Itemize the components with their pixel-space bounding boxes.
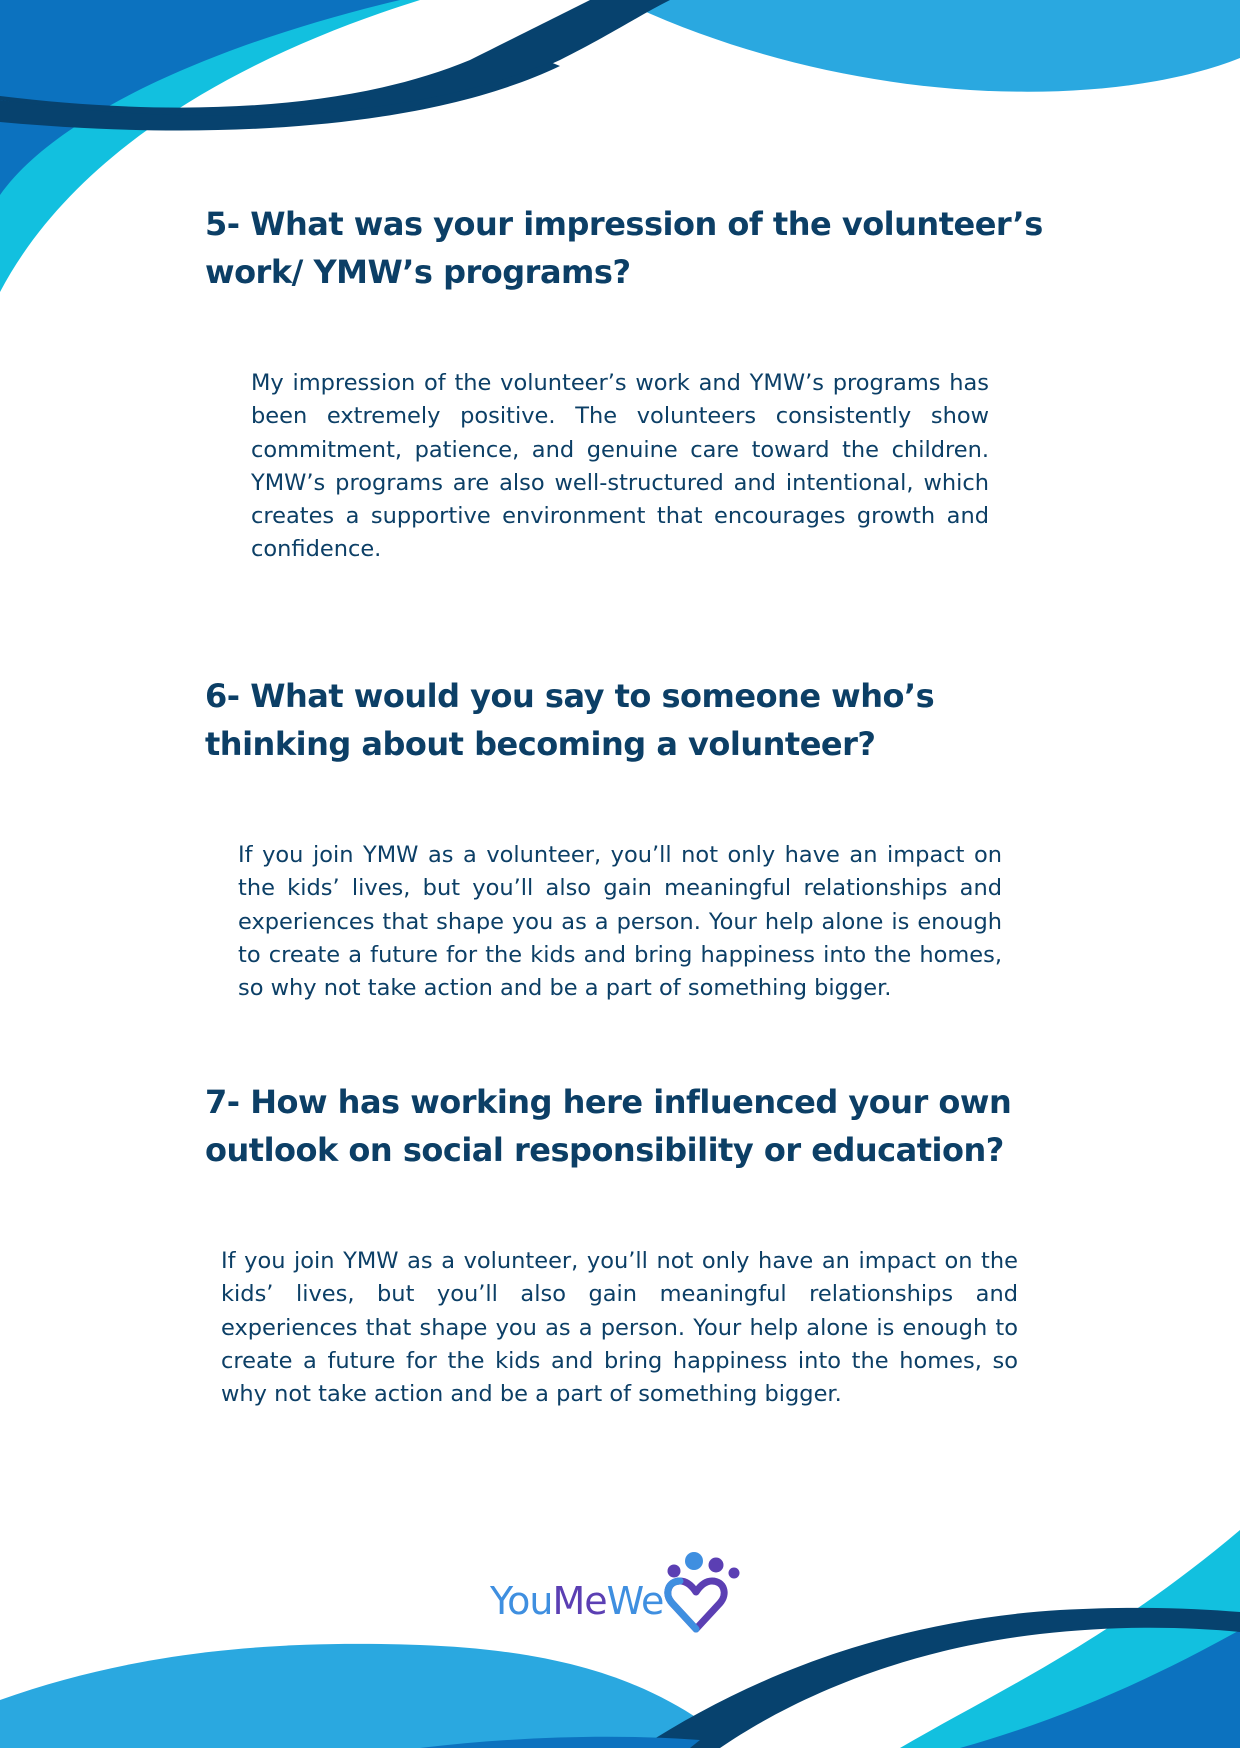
answer-paragraph: My impression of the volunteer’s work and YMW’s programs has been extremely positive. The volunteers consistently show commitment, patience, and genuine care toward the children. YMW’s programs are also well-structured and intentional, which creates a supportive environment that encourages growth and confidence. <box>251 370 989 563</box>
answer-paragraph: If you join YMW as a volunteer, you’ll not only have an impact on the kids’ lives, but you’ll also gain meaningful relationships and experiences that shape you as a person. Your help alone is enough to create a future for the kids and bring happiness into the homes, so why not take action and be a part of something bigger. <box>238 842 1002 1002</box>
youmewe-logo <box>490 1545 760 1635</box>
question-heading: 7- How has working here influenced your own outlook on social responsibility or education? <box>205 1083 1012 1169</box>
logo-part-me: Me <box>552 1579 607 1623</box>
question-heading: 6- What would you say to someone who’s thinking about becoming a volunteer? <box>205 677 935 763</box>
answer-paragraph: If you join YMW as a volunteer, you’ll not only have an impact on the kids’ lives, but you’ll also gain meaningful relationships and experiences that shape you as a person. Your help alone is enough to create a future for the kids and bring happiness into the homes, so why not take action and be a part of something bigger. <box>221 1248 1018 1408</box>
logo-wordmark <box>490 1579 663 1623</box>
question-heading: 5- What was your impression of the volunteer’s work/ YMW’s programs? <box>205 205 1043 291</box>
logo-part-we: We <box>606 1579 664 1623</box>
logo-part-you: You <box>490 1579 553 1623</box>
people-heart-icon <box>660 1545 760 1635</box>
